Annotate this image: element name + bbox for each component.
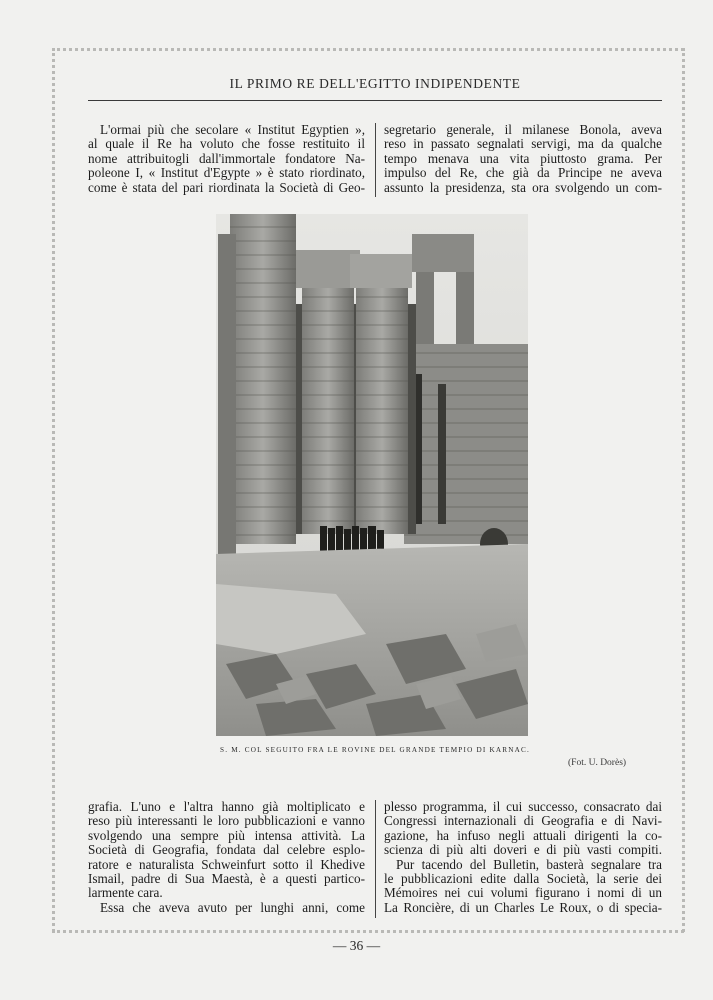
text-line: al quale il Re ha voluto che fosse restituito il bbox=[88, 136, 365, 152]
text-line: Pur tacendo del Bulletin, basterà segnalare tra bbox=[396, 856, 662, 872]
text-line: svolgendo una sempre più intensa attività. La bbox=[88, 827, 365, 843]
text-line: le pubblicazioni edite dalla Società, la serie dei bbox=[384, 871, 662, 887]
page-number: — 36 — bbox=[332, 938, 381, 953]
column-divider bbox=[375, 123, 376, 197]
text-line: nome attribuitogli dall'immortale fondatore Na- bbox=[88, 150, 365, 166]
text-line: poleone I, « Institut d'Egypte » è stato riordinato, bbox=[88, 165, 365, 181]
text-line: La Roncière, di un Charles Le Roux, o di specia- bbox=[384, 899, 662, 915]
photo-credit: (Fot. U. Dorès) bbox=[568, 758, 627, 768]
text-line: larmente cara. bbox=[88, 885, 163, 901]
frame-border-left bbox=[52, 48, 55, 932]
text-line: gazione, ha infuso negli attuali dirigenti la co- bbox=[384, 827, 662, 843]
text-line: L'ormai più che secolare « Institut Egyptien », bbox=[100, 122, 365, 137]
text-line: Congressi internazionali di Geografia e di Navi- bbox=[384, 813, 662, 829]
text-line: come è stata del pari riordinata la Società di Geo- bbox=[88, 179, 365, 195]
text-line: impulso del Re, che già da Principe ne aveva bbox=[384, 165, 662, 181]
top-left-column bbox=[88, 123, 365, 195]
running-title: IL PRIMO RE DELL'EGITTO INDIPENDENTE bbox=[229, 76, 521, 91]
column-divider bbox=[375, 800, 376, 918]
text-line: Società di Geografia, fondata dal celebre esplo- bbox=[88, 842, 365, 858]
text-line: grafia. L'uno e l'altra hanno già moltiplicato e bbox=[88, 799, 365, 814]
top-right-column bbox=[384, 123, 662, 195]
frame-border-right bbox=[682, 48, 685, 932]
text-line: reso più interessanti le loro pubblicazioni e vanno bbox=[88, 813, 365, 829]
bottom-left-column bbox=[88, 800, 365, 915]
text-line: Ismail, padre di Sua Maestà, è a questi partico- bbox=[88, 871, 365, 887]
text-line: tempo menava una vita piuttosto grama. Per bbox=[384, 150, 662, 166]
text-line: reso in passato segnalati servigi, ma da qualche bbox=[384, 136, 662, 152]
text-line: Mémoires nei cui volumi figurano i nomi di un bbox=[384, 885, 662, 901]
text-line: Essa che aveva avuto per lunghi anni, come bbox=[100, 899, 365, 915]
frame-border-top bbox=[52, 48, 684, 51]
text-line: plesso programma, il cui successo, consacrato dai bbox=[384, 799, 662, 814]
bottom-right-column bbox=[384, 800, 662, 915]
temple-ruins-photo bbox=[216, 214, 528, 736]
frame-border-bottom bbox=[52, 930, 684, 933]
header-rule bbox=[88, 100, 662, 101]
text-line: ratore e naturalista Schweinfurt sotto il Khedive bbox=[88, 856, 365, 872]
text-line: scienza di più alti doveri e di più vasti compiti. bbox=[384, 842, 662, 858]
text-line: assunto la presidenza, sta ora svolgendo un com- bbox=[384, 179, 662, 195]
figure-caption: S. M. COL SEGUITO FRA LE ROVINE DEL GRANDE TEMPIO DI KARNAC. bbox=[220, 746, 530, 754]
text-line: segretario generale, il milanese Bonola, aveva bbox=[384, 122, 662, 137]
